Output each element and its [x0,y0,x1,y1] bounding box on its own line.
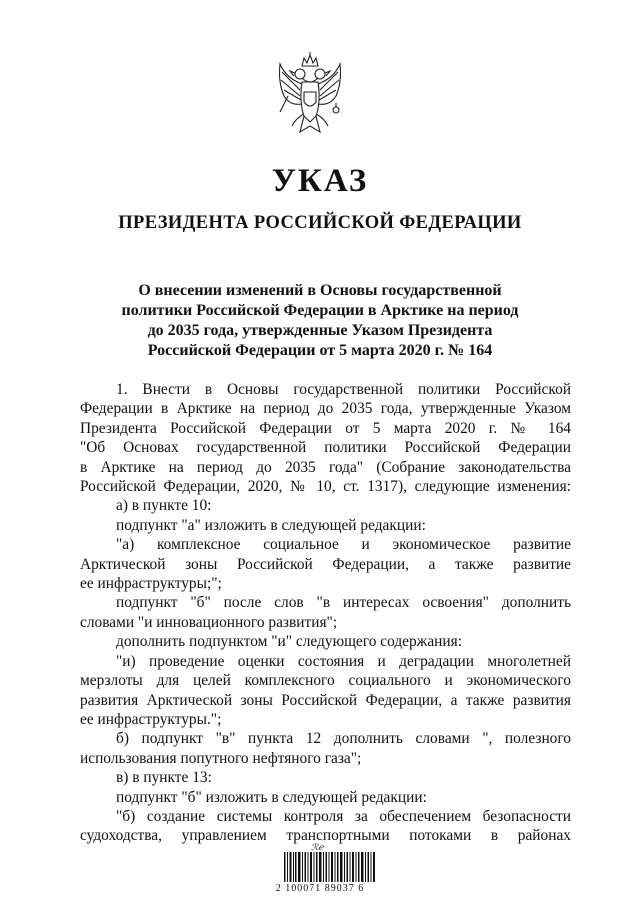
body-line: ее инфраструктуры;"; [80,575,222,593]
document-title: УКАЗ [271,163,369,199]
body-line: дополнить подпунктом "и" следующего содержания: [116,633,462,651]
coat-of-arms-icon [274,52,346,144]
body-line: "и) проведение оценки состояния и деградации многолетней [116,652,571,670]
document-heading [90,281,550,361]
body-line: подпункт "б" после слов "в интересах освоения" дополнить [116,594,571,612]
barcode-icon [284,852,376,882]
body-line: Арктической зоны Российской Федерации, а также развитие [80,555,571,573]
body-line: подпункт "б" изложить в следующей редакции: [116,788,427,806]
body-line: а) в пункте 10: [116,497,212,515]
body-line: б) подпункт "в" пункта 12 дополнить словами ", полезного [116,730,571,748]
heading-line: политики Российской Федерации в Арктике на период [121,302,519,319]
body-line: "б) создание системы контроля за обеспечением безопасности [116,807,571,825]
heading-line: до 2035 года, утвержденные Указом Президента [147,322,493,339]
barcode-number: 2 100071 89037 6 [275,883,365,894]
body-line: ее инфраструктуры."; [80,710,222,728]
body-line: подпункт "а" изложить в следующей редакции: [116,516,426,534]
body-line: 1. Внести в Основы государственной политики Российской [116,381,571,398]
document-body [80,380,571,846]
body-line: развития Арктической зоны Российской Федерации, а также развития [80,691,571,709]
body-line: использования попутного нефтяного газа"; [80,749,362,767]
body-line: судоходства, управлением транспортными потоками в районах [80,827,571,845]
heading-line: Российской Федерации от 5 марта 2020 г. № 164 [147,342,493,359]
body-line: Президента Российской Федерации от 5 марта 2020 г. № 164 [80,419,571,437]
body-line: "а) комплексное социальное и экономическое развитие [116,536,571,554]
body-line: словами "и инновационного развития"; [80,613,338,631]
body-line: Федерации в Арктике на период до 2035 года, утвержденные Указом [80,400,571,418]
heading-line: О внесении изменений в Основы государственной [138,282,502,299]
body-line: в) в пункте 13: [116,769,212,787]
body-line: "Об Основах государственной политики Российской Федерации [80,439,571,457]
body-line: в Арктике на период до 2035 года" (Собрание законодательства [80,458,571,476]
body-line: мерзлоты для целей комплексного социального и экономического [80,672,571,690]
handwritten-mark-icon: ℛℯ [311,842,324,852]
body-line: Российской Федерации, 2020, № 10, ст. 1317), следующие изменения: [80,478,571,496]
document-subtitle: ПРЕЗИДЕНТА РОССИЙСКОЙ ФЕДЕРАЦИИ [118,213,522,233]
